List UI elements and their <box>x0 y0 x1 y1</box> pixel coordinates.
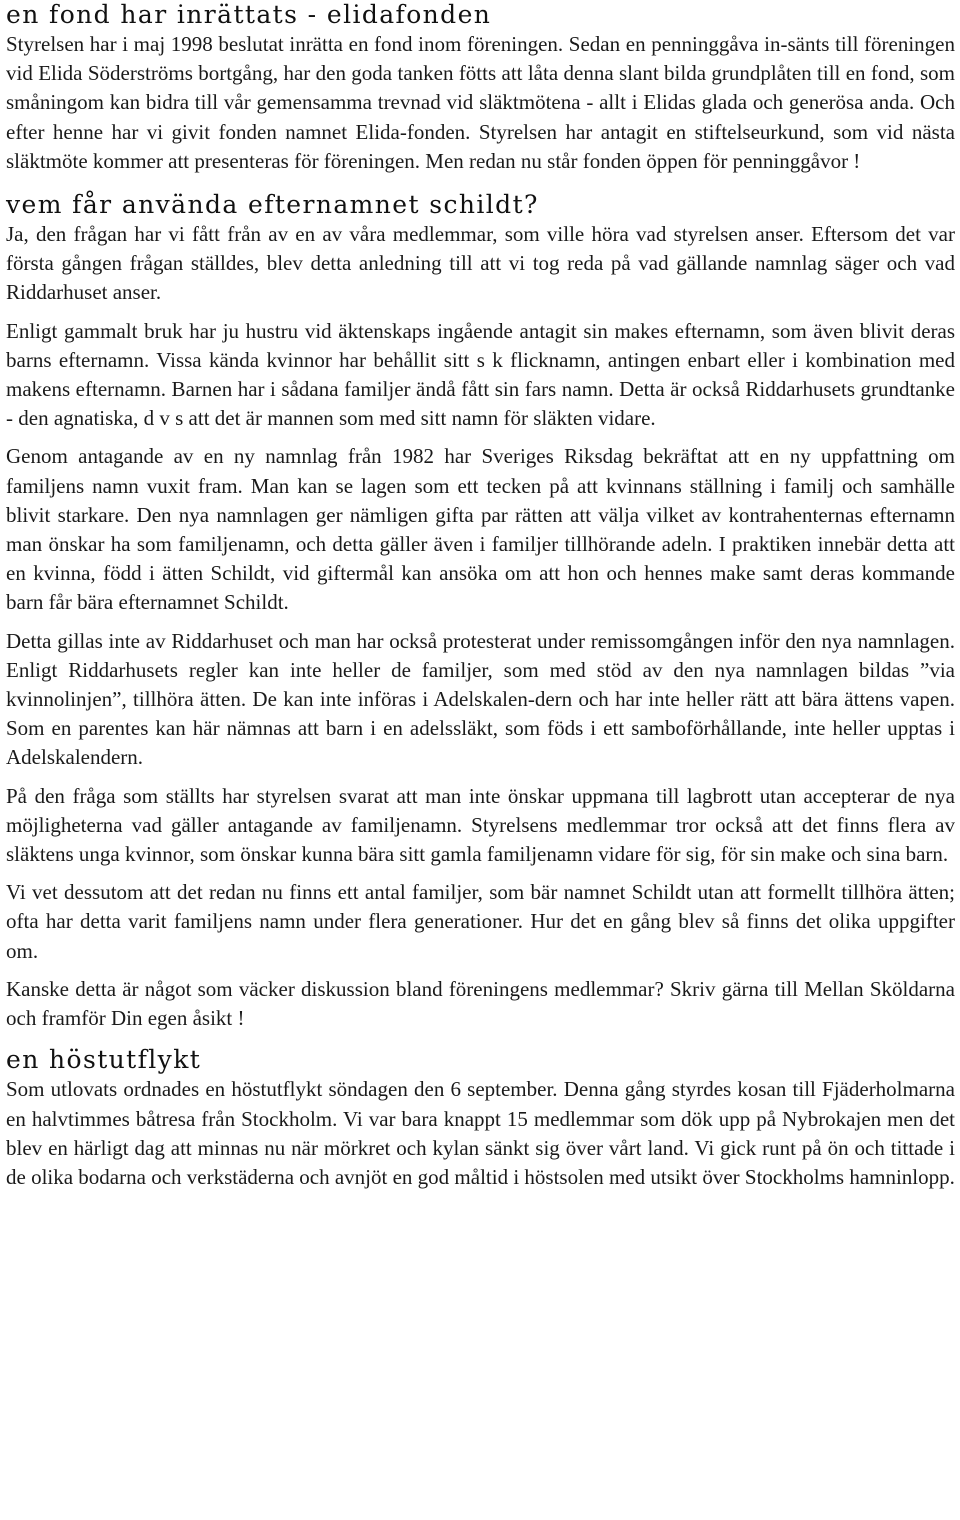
paragraph: Som utlovats ordnades en höstutflykt söndagen den 6 september. Denna gång styrdes kosan till Fjäderholmarna en halvtimmes båtresa från Stockholm. Vi var bara knappt 15 medlemmar som dök upp på Nybrokajen men det blev en härligt dag att minnas nu när mörkret och kylan sänkt sig över vårt land. Vi gick runt på ön och tittade i de olika bodarna och verkstäderna och avnjöt en god måltid i höstsolen med utsikt över Stockholms hamninlopp. <box>6 1077 955 1189</box>
paragraph: Kanske detta är något som väcker diskussion bland föreningens medlemmar? Skriv gärna till Mellan Sköldarna och framför Din egen åsikt ! <box>6 976 955 1031</box>
section-heading: en fond har inrättats - elidafonden <box>6 0 492 29</box>
section-elidafonden <box>6 0 955 176</box>
section-heading: vem får använda efternamnet schildt? <box>6 190 539 220</box>
paragraph: Detta gillas inte av Riddarhuset och man har också protesterat under remissomgången inför den nya namnlagen. Enligt Riddarhusets regler kan inte heller de familjer, som med stöd av den nya namnlagen bildas ”via kvinnolinjen”, tillhöra ätten. De kan inte införas i Adelskalen-dern och har inte heller rätt att bära ättens vapen. Som en parentes kan här nämnas att barn i en adelssläkt, som föds i ett samboförhållande, inte heller upptas i Adelskalendern. <box>6 628 955 770</box>
paragraph: Ja, den frågan har vi fått från av en av våra medlemmar, som ville höra vad styrelsen anser. Eftersom det var första gången frågan ställdes, blev detta anledning till att vi tog reda på vad gällande namnlag säger och vad Riddarhuset anser. <box>6 222 955 305</box>
section-efternamnet-schildt <box>6 190 955 1033</box>
paragraph: Vi vet dessutom att det redan nu finns ett antal familjer, som bär namnet Schildt utan att formellt tillhöra ätten; ofta har detta varit familjens namn under flera generationer. Hur det en gång blev så finns det olika uppgifter om. <box>6 880 955 963</box>
paragraph: Enligt gammalt bruk har ju hustru vid äktenskaps ingående antagit sin makes efternamn, som även blivit deras barns efternamn. Vissa kända kvinnor har behållit sitt s k flicknamn, antingen enbart eller i kombination med makens efternamn. Barnen har i sådana familjer ändå fått sin fars namn. Detta är också Riddarhusets grundtanke - den agnatiska, d v s att det är mannen som med sitt namn för släkten vidare. <box>6 318 955 431</box>
paragraph: På den fråga som ställts har styrelsen svarat att man inte önskar uppmana till lagbrott utan accepterar de nya möjligheterna vad gäller antagande av familjenamn. Styrelsens medlemmar tror också att det finns flera av släktens unga kvinnor, som önskar kunna bära sitt gamla familjenamn vidare för sig, för sin make och sina barn. <box>6 783 955 867</box>
paragraph: Styrelsen har i maj 1998 beslutat inrätta en fond inom föreningen. Sedan en penninggåva in-sänts till föreningen vid Elida Söderströms bortgång, har den goda tanken fötts att låta denna slant bilda grundplåten till en fond, som småningom kan bidra till vår gemensamma trevnad vid släktmötena - allt i Elidas glada och generösa anda. Och efter henne har vi givit fonden namnet Elida-fonden. Styrelsen har antagit en stiftelseurkund, som vid nästa släktmöte kommer att presenteras för föreningen. Men redan nu står fonden öppen för penninggåvor ! <box>6 32 955 173</box>
section-hostutflykt <box>6 1045 955 1192</box>
paragraph: Genom antagande av en ny namnlag från 1982 har Sveriges Riksdag bekräftat att en ny uppfattning om familjens namn vuxit fram. Man kan se lagen som ett tecken på att kvinnans ställning i familj och samhälle blivit starkare. Den nya namnlagen ger nämligen gifta par rätten att välja vilket av kontrahenternas efternamn man önskar ha som familjenamn, och detta gäller även i familjer tillhörande adeln. I praktiken innebär detta att en kvinna, född i ätten Schildt, vid giftermål kan ansöka om att hon och hennes make samt deras kommande barn får bära efternamnet Schildt. <box>6 444 955 615</box>
section-heading: en höstutflykt <box>6 1045 202 1075</box>
